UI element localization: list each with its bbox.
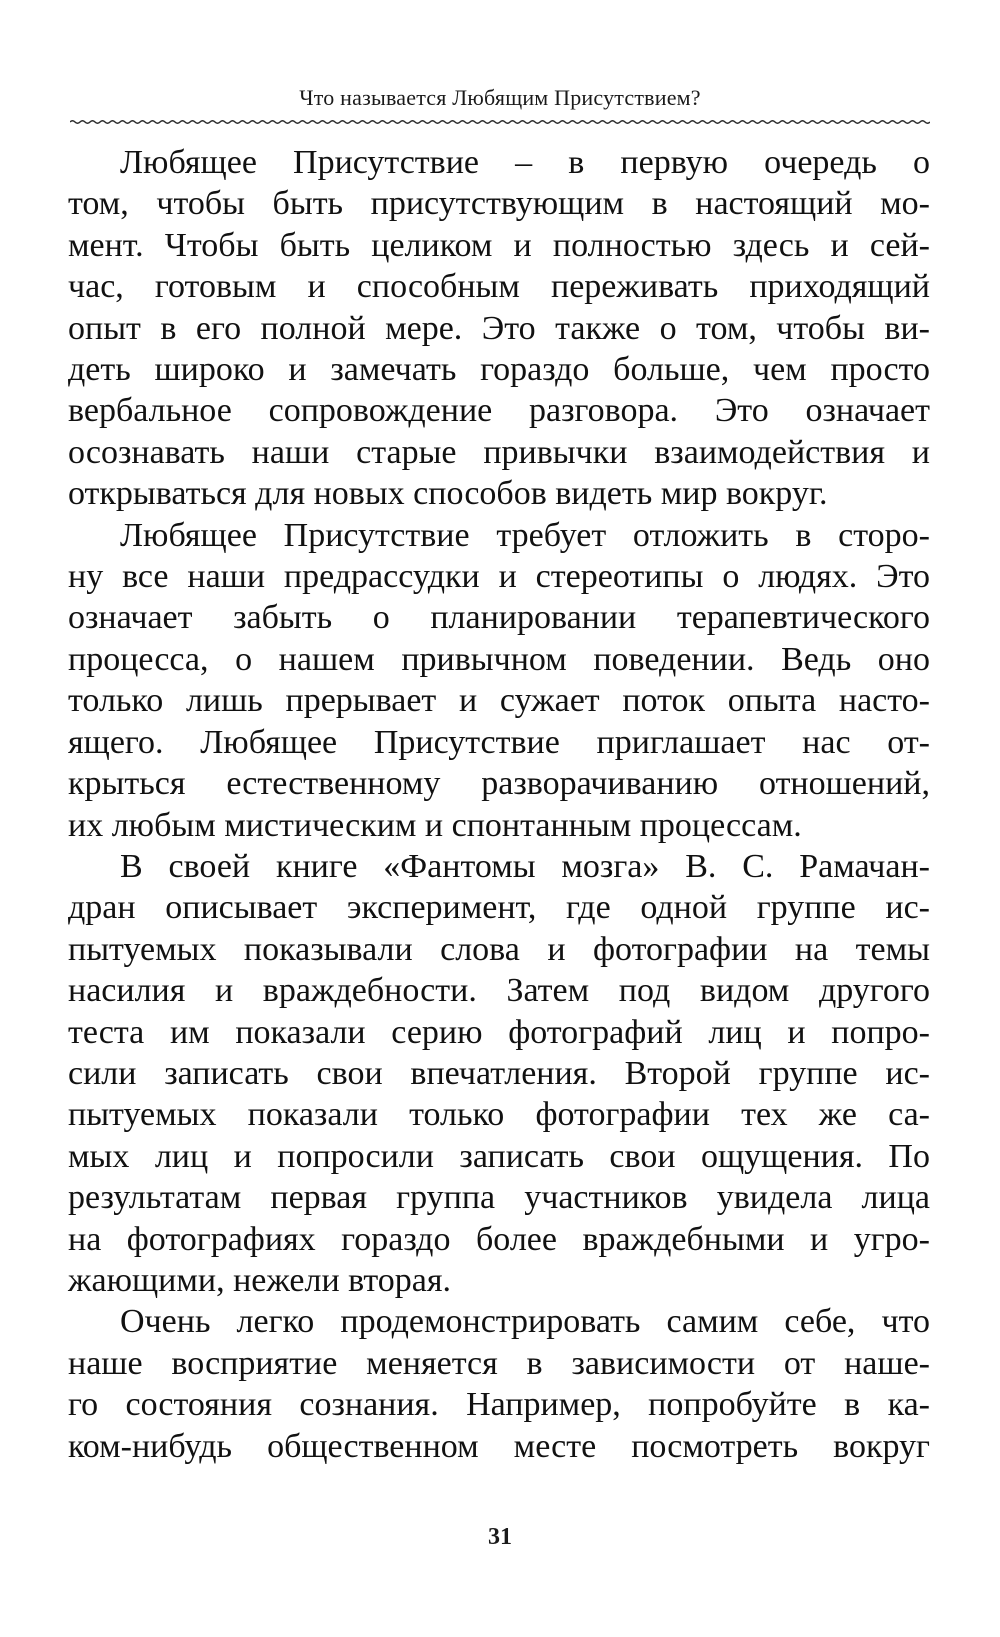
- text-line: осознавать наши старые привычки взаимодействия и: [68, 433, 930, 471]
- text-line: только лишь прерывает и сужает поток опыта насто-: [68, 682, 930, 720]
- text-line: деть широко и замечать гораздо больше, чем просто: [68, 351, 930, 389]
- paragraph: [68, 1301, 930, 1467]
- text-line: час, готовым и способным переживать приходящий: [68, 268, 930, 306]
- text-line: результатам первая группа участников увидела лица: [68, 1179, 930, 1217]
- text-line: опыт в его полной мере. Это также о том, чтобы ви-: [68, 309, 930, 347]
- text-line: Любящее Присутствие требует отложить в сторо-: [120, 516, 930, 554]
- text-line: мых лиц и попросили записать свои ощущения. По: [68, 1137, 930, 1175]
- text-line: пытуемых показали только фотографии тех же са-: [68, 1096, 930, 1134]
- text-line: жающими, нежели вторая.: [68, 1261, 451, 1299]
- text-line: ком-нибудь общественном месте посмотреть вокруг: [68, 1427, 930, 1465]
- text-line: ну все наши предрассудки и стереотипы о людях. Это: [68, 558, 930, 596]
- text-line: Очень легко продемонстрировать самим себе, что: [120, 1303, 930, 1341]
- text-line: том, чтобы быть присутствующим в настоящий мо-: [68, 185, 930, 223]
- body-text: [68, 142, 930, 1467]
- text-line: мент. Чтобы быть целиком и полностью здесь и сей-: [68, 226, 930, 264]
- page-number: 31: [488, 1524, 512, 1550]
- paragraph: [68, 142, 930, 515]
- text-line: означает забыть о планировании терапевтического: [68, 599, 930, 637]
- text-line: пытуемых показывали слова и фотографии на темы: [68, 930, 930, 968]
- text-line: В своей книге «Фантомы мозга» В. С. Рамачан-: [120, 847, 930, 885]
- text-line: крыться естественному разворачиванию отношений,: [68, 765, 930, 803]
- text-line: на фотографиях гораздо более враждебными и угро-: [68, 1220, 930, 1258]
- paragraph: [68, 515, 930, 846]
- text-line: ящего. Любящее Присутствие приглашает нас от-: [68, 723, 930, 761]
- text-line: открываться для новых способов видеть мир вокруг.: [68, 475, 828, 513]
- text-line: вербальное сопровождение разговора. Это означает: [68, 392, 930, 430]
- text-line: теста им показали серию фотографий лиц и попро-: [68, 1013, 930, 1051]
- text-line: насилия и враждебности. Затем под видом другого: [68, 972, 930, 1010]
- text-line: го состояния сознания. Например, попробуйте в ка-: [68, 1386, 930, 1424]
- text-line: сили записать свои впечатления. Второй группе ис-: [68, 1054, 930, 1092]
- text-line: их любым мистическим и спонтанным процессам.: [68, 806, 802, 844]
- text-line: процесса, о нашем привычном поведении. Ведь оно: [68, 640, 930, 678]
- running-head: Что называется Любящим Присутствием?: [299, 85, 701, 110]
- text-line: наше восприятие меняется в зависимости от наше-: [68, 1344, 930, 1382]
- paragraph: [68, 846, 930, 1301]
- text-line: Любящее Присутствие – в первую очередь о: [120, 144, 930, 181]
- text-line: дран описывает эксперимент, где одной группе ис-: [68, 889, 930, 927]
- header-wavy-rule: [70, 118, 930, 126]
